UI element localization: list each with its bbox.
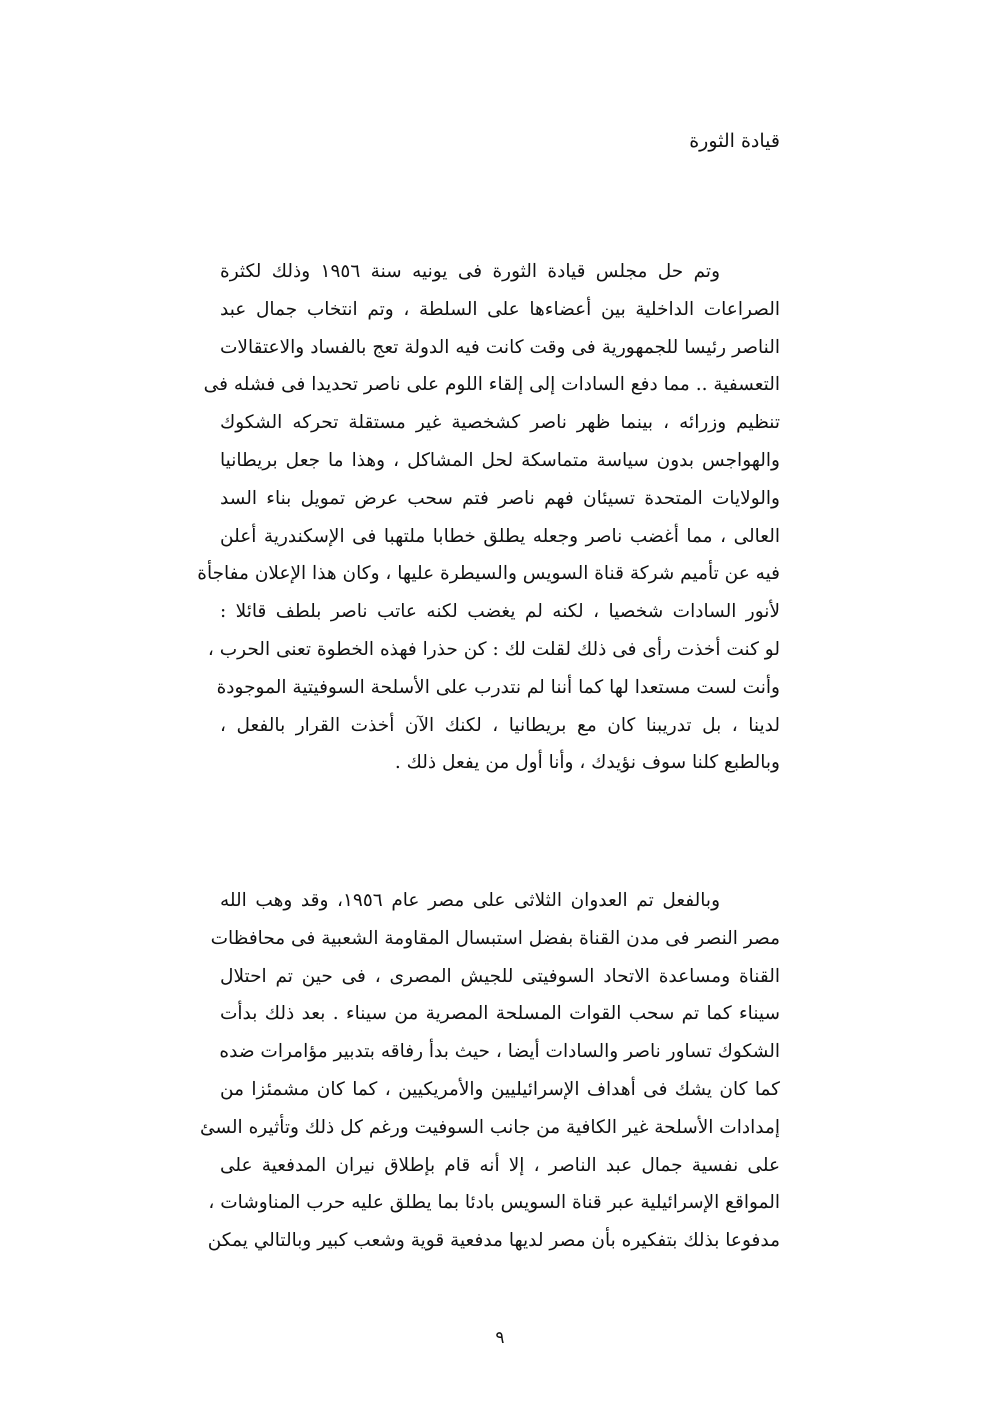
text-line: وبالفعل تم العدوان الثلاثى على مصر عام ١٩٥٦، وقد وهب الله (220, 890, 721, 911)
text-line: الصراعات الداخلية بين أعضاءها على السلطة ، وتم انتخاب جمال عبد (220, 298, 780, 320)
paragraph-2 (200, 882, 780, 1260)
text-line: التعسفية .. مما دفع السادات إلى إلقاء اللوم على ناصر تحديدا فى فشله فى (203, 374, 780, 396)
text-line: الشكوك تساور ناصر والسادات أيضا ، حيث بدأ رفاقه بتدبير مؤامرات ضده (219, 1041, 780, 1063)
text-line: لو كنت أخذت رأى فى ذلك لقلت لك : كن حذرا فهذه الخطوة تعنى الحرب ، (207, 638, 780, 660)
text-line: لدينا ، بل تدريبنا كان مع بريطانيا ، لكنك الآن أخذت القرار بالفعل ، (220, 714, 780, 736)
text-line: وتم حل مجلس قيادة الثورة فى يونيه سنة ١٩٥٦ وذلك لكثرة (220, 261, 720, 282)
running-header: قيادة الثورة (689, 130, 780, 152)
text-line: والهواجس بدون سياسة متماسكة لحل المشاكل ، وهذا ما جعل بريطانيا (220, 449, 780, 471)
text-line: القناة ومساعدة الاتحاد السوفيتى للجيش المصرى ، فى حين تم احتلال (220, 965, 780, 987)
text-line: تنظيم وزرائه ، بينما ظهر ناصر كشخصية غير مستقلة تحركه الشكوك (220, 412, 780, 434)
text-line: وأنت لست مستعدا لها كما أننا لم نتدرب على الأسلحة السوفيتية الموجودة (216, 676, 780, 698)
text-line: وبالطبع كلنا سوف نؤيدك ، وأنا أول من يفعل ذلك . (394, 752, 780, 774)
paragraph-1 (197, 253, 780, 782)
text-line: الناصر رئيسا للجمهورية فى وقت كانت فيه الدولة تعج بالفساد والاعتقالات (220, 336, 780, 358)
text-line: العالى ، مما أغضب ناصر وجعله يطلق خطابا ملتهبا فى الإسكندرية أعلن (220, 525, 780, 547)
text-line: على نفسية جمال عبد الناصر ، إلا أنه قام بإطلاق نيران المدفعية على (220, 1154, 780, 1176)
text-line: سيناء كما تم سحب القوات المسلحة المصرية من سيناء . بعد ذلك بدأت (220, 1003, 780, 1025)
text-line: فيه عن تأميم شركة قناة السويس والسيطرة عليها ، وكان هذا الإعلان مفاجأة (197, 563, 780, 585)
text-line: المواقع الإسرائيلية عبر قناة السويس بادئا بما يطلق عليه حرب المناوشات ، (208, 1192, 780, 1214)
text-line: لأنور السادات شخصيا ، لكنه لم يغضب لكنه عاتب ناصر بلطف قائلا : (220, 601, 780, 623)
text-line: كما كان يشك فى أهداف الإسرائيليين والأمريكيين ، كما كان مشمئزا من (220, 1078, 780, 1100)
text-line: مصر النصر فى مدن القناة بفضل استبسال المقاومة الشعبية فى محافظات (210, 927, 780, 949)
page-number: ٩ (495, 1328, 505, 1348)
text-line: مدفوعا بذلك بتفكيره بأن مصر لديها مدفعية قوية وشعب كبير وبالتالي يمكن (207, 1230, 780, 1252)
text-line: والولايات المتحدة تسيئان فهم ناصر فتم سحب عرض تمويل بناء السد (220, 487, 780, 509)
text-line: إمدادات الأسلحة غير الكافية من جانب السوفيت ورغم كل ذلك وتأثيره السئ (200, 1116, 780, 1138)
